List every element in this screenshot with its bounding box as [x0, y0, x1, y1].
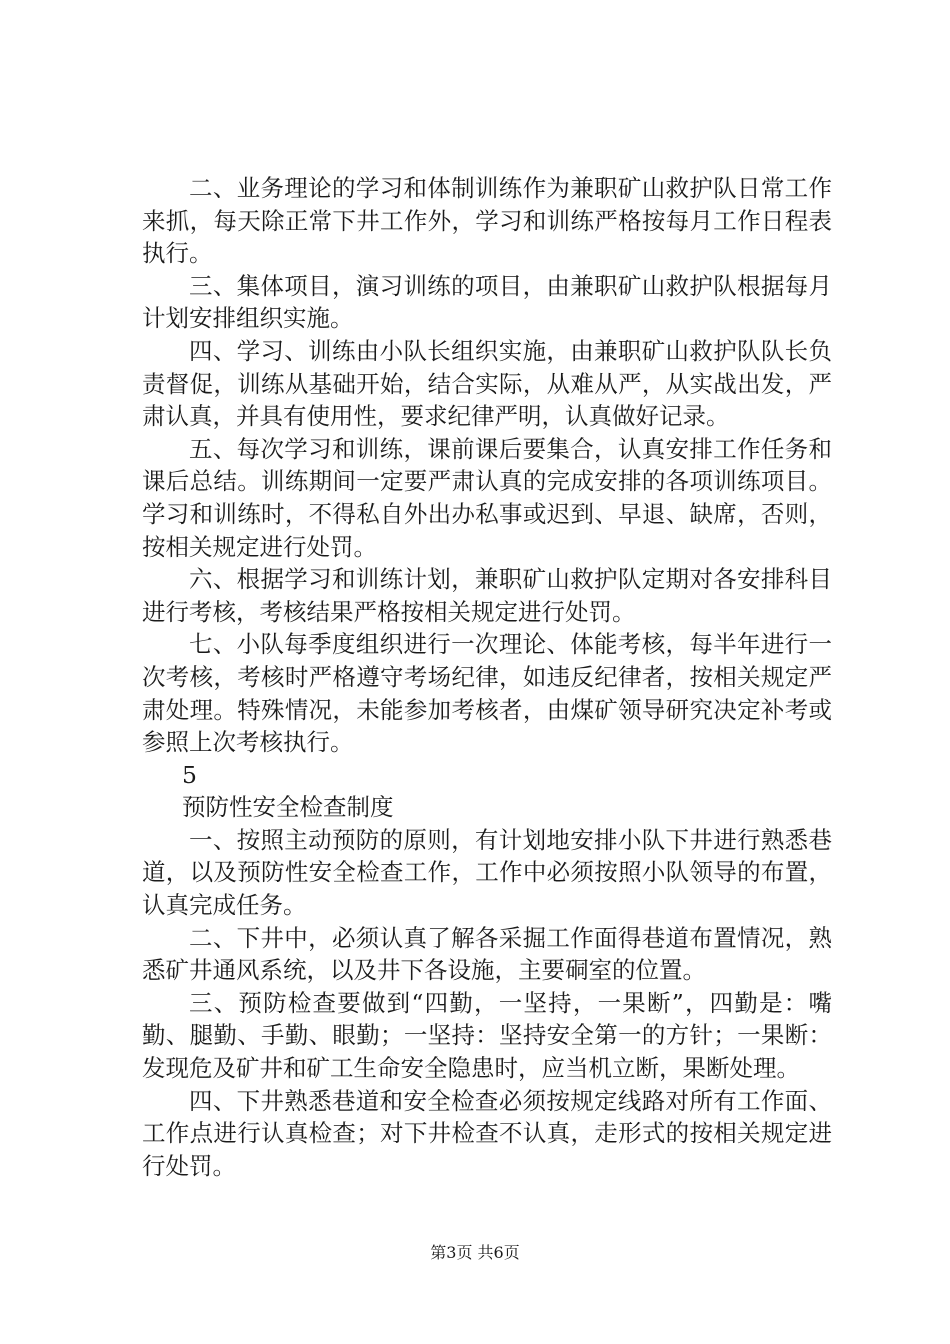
paragraph-7: 七、小队每季度组织进行一次理论、体能考核，每半年进行一次考核，考核时严格遵守考场纪律，如违反纪律者，按相关规定严肃处理。特殊情况，未能参加考核者，由煤矿领导研究决定补考或参照上次考核执行。: [142, 630, 832, 757]
section-number: 5: [182, 760, 197, 789]
document-body: [142, 172, 832, 1182]
paragraph-5: 五、每次学习和训练，课前课后要集合，认真安排工作任务和课后总结。训练期间一定要严肃认真的完成安排的各项训练项目。学习和训练时，不得私自外出办私事或迟到、早退、缺席，否则，按相关规定进行处罚。: [142, 434, 832, 561]
rule-paragraph-2: 二、下井中，必须认真了解各采掘工作面得巷道布置情况，熟悉矿井通风系统，以及井下各设施，主要硐室的位置。: [142, 923, 832, 985]
section-title: 预防性安全检查制度: [182, 793, 394, 822]
rule-paragraph-3: 三、预防检查要做到“四勤，一坚持，一果断”，四勤是：嘴勤、腿勤、手勤、眼勤；一坚持：坚持安全第一的方针；一果断：发现危及矿井和矿工生命安全隐患时，应当机立断，果断处理。: [142, 988, 832, 1083]
page-footer: 第3页 共6页: [430, 1243, 520, 1262]
paragraph-2: 二、业务理论的学习和体制训练作为兼职矿山救护队日常工作来抓，每天除正常下井工作外，学习和训练严格按每月工作日程表执行。: [142, 174, 832, 268]
paragraph-6: 六、根据学习和训练计划，兼职矿山救护队定期对各安排科目进行考核，考核结果严格按相关规定进行处罚。: [142, 565, 832, 626]
rule-paragraph-1: 一、按照主动预防的原则，有计划地安排小队下井进行熟悉巷道，以及预防性安全检查工作，工作中必须按照小队领导的布置，认真完成任务。: [142, 825, 832, 920]
paragraph-4: 四、学习、训练由小队长组织实施，由兼职矿山救护队队长负责督促，训练从基础开始，结合实际，从难从严，从实战出发，严肃认真，并具有使用性，要求纪律严明，认真做好记录。: [142, 336, 832, 431]
rule-paragraph-4: 四、下井熟悉巷道和安全检查必须按规定线路对所有工作面、工作点进行认真检查；对下井检查不认真，走形式的按相关规定进行处罚。: [142, 1086, 832, 1180]
paragraph-3: 三、集体项目，演习训练的项目，由兼职矿山救护队根据每月计划安排组织实施。: [142, 271, 832, 333]
